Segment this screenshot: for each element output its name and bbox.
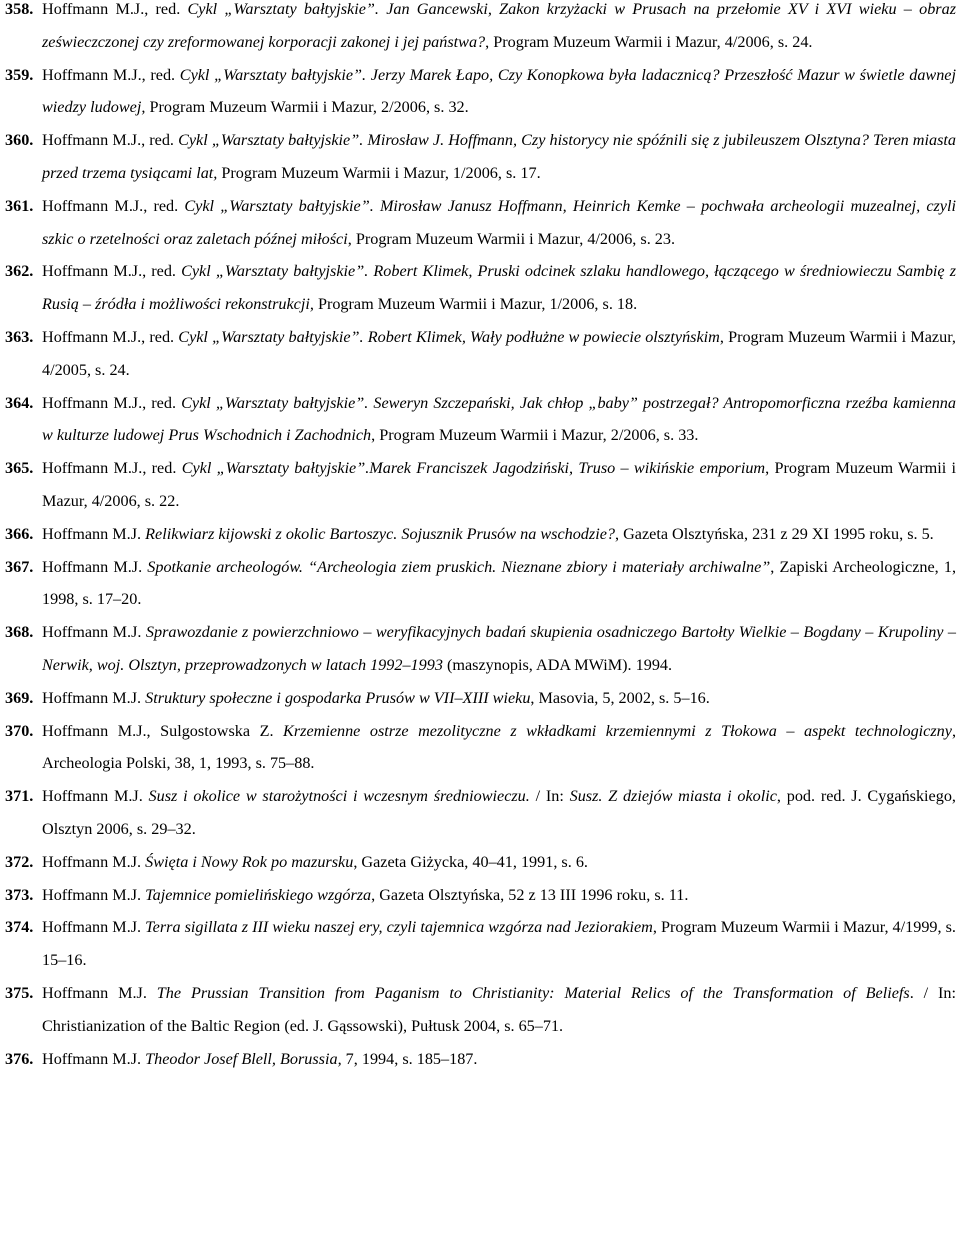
entry-number: 360. [5, 131, 34, 150]
entry-plain-text: , pod. red. J. Cygańskiego, Olsztyn 2006, s. 29–32. [42, 787, 956, 838]
entry-text [42, 452, 956, 518]
entry-text [42, 321, 956, 387]
bibliography-entry [5, 59, 956, 125]
entry-number: 373. [5, 885, 34, 904]
entry-number: 367. [5, 557, 34, 576]
entry-italic-title: Cykl „Warsztaty bałtyjskie”. Jerzy Marek Łapo, Czy Konopkowa była ladacznicą? Przeszłość Mazur w świetle dawnej wiedzy ludowej, [42, 65, 956, 117]
entry-italic-title: Struktury społeczne i gospodarka Prusów w VII–XIII wieku [145, 688, 531, 707]
bibliography-entry [5, 387, 956, 453]
entry-text [42, 0, 956, 59]
entry-text [42, 190, 956, 256]
entry-italic-title: Relikwiarz kijowski z okolic Bartoszyc. Sojusznik Prusów na wschodzie? [145, 524, 615, 543]
entry-text [42, 911, 956, 977]
entry-text [42, 846, 956, 879]
entry-plain-text: , Program Muzeum Warmii i Mazur, 4/2005, s. 24. [42, 327, 956, 379]
entry-italic-title: Cykl „Warsztaty bałtyjskie”. Jan Gancewski, Zakon krzyżacki w Prusach na przełomie XV i XVI wieku – obraz ześwieczczonej czy zreformowanej korporacji zakonej i jej państwa? [42, 0, 956, 51]
entry-plain-text: , Program Muzeum Warmii i Mazur, 4/2006, s. 23. [347, 229, 676, 248]
entry-plain-text: Hoffmann M.J. [42, 918, 146, 937]
entry-plain-text: Hoffmann M.J. [42, 623, 146, 642]
entry-italic-title: The Prussian Transition from Paganism to Christianity: Material Relics of the Transformation of Beliefs [156, 983, 910, 1002]
bibliography-entry [5, 616, 956, 682]
entry-text [42, 551, 956, 617]
entry-plain-text: , Zapiski Archeologiczne, 1, 1998, s. 17–20. [42, 557, 956, 609]
entry-plain-text: Hoffmann M.J. [42, 1049, 146, 1068]
bibliography-entry [5, 715, 956, 781]
entry-text [42, 1043, 956, 1076]
entry-number: 368. [5, 623, 34, 642]
entry-number: 365. [5, 459, 34, 478]
entry-plain-text: , Program Muzeum Warmii i Mazur, 4/2006, s. 22. [42, 459, 956, 510]
bibliography-entry [5, 911, 956, 977]
entry-number: 362. [5, 262, 34, 281]
entry-plain-text: Hoffmann M.J. [42, 557, 148, 576]
entry-plain-text: Hoffmann M.J., red. [42, 262, 182, 281]
entry-number: 361. [5, 196, 34, 215]
entry-number: 372. [5, 852, 34, 871]
entry-plain-text: Hoffmann M.J. [42, 787, 149, 806]
bibliography-entry [5, 780, 956, 846]
entry-text [42, 879, 956, 912]
entry-plain-text: (maszynopis, ADA MWiM). 1994. [442, 655, 673, 674]
entry-italic-title: Sprawozdanie z powierzchniowo – weryfikacyjnych badań skupienia osadniczego Bartołty Wielkie – Bogdany – Krupoliny – Nerwik, woj. Olsztyn, przeprowadzonych w latach 1992–1993 [42, 623, 956, 674]
entry-plain-text: , Gazeta Olsztyńska, 231 z 29 XI 1995 roku, s. 5. [614, 524, 934, 543]
entry-plain-text: Hoffmann M.J. [42, 524, 146, 543]
entry-plain-text: Program Muzeum Warmii i Mazur, 1/2006, s. 18. [313, 295, 638, 314]
entry-italic-title: Cykl „Warsztaty bałtyjskie”. Mirosław Janusz Hoffmann, Heinrich Kemke – pochwała archeologii muzealnej, czyli szkic o rzetelności oraz zaletach późnej miłości [42, 196, 956, 248]
bibliography-entry [5, 551, 956, 617]
entry-number: 374. [5, 918, 34, 937]
bibliography-entry [5, 0, 956, 59]
entry-text [42, 977, 956, 1043]
entry-text [42, 387, 956, 453]
entry-plain-text: , Masovia, 5, 2002, s. 5–16. [530, 688, 710, 707]
entry-plain-text: Hoffmann M.J. [42, 885, 146, 904]
entry-italic-title: Cykl „Warsztaty bałtyjskie”. Seweryn Szczepański, Jak chłop „baby” postrzegał? Antropomorficzna rzeźba kamienna w kulturze ludowej Prus Wschodnich i Zachodnich [42, 393, 956, 445]
entry-text [42, 124, 956, 190]
entry-italic-title: Krzemienne ostrze mezolityczne z wkładkami krzemiennymi z Tłokowa – aspekt technologiczny [283, 721, 952, 740]
entry-number: 364. [5, 393, 34, 412]
entry-italic-title: Cykl „Warsztaty bałtyjskie”.Marek Franciszek Jagodziński, Truso – wikińskie emporium [181, 459, 766, 478]
entry-plain-text: 7, 1994, s. 185–187. [341, 1049, 478, 1068]
entry-plain-text: Hoffmann M.J., red. [42, 196, 185, 215]
entry-plain-text: Hoffmann M.J. [42, 983, 157, 1002]
bibliography-entry [5, 1043, 956, 1076]
entry-italic-title: Cykl „Warsztaty bałtyjskie”. Robert Klimek, Pruski odcinek szlaku handlowego, łączącego w średniowieczu Sambię z Rusią – źródła i możliwości rekonstrukcji, [42, 262, 956, 314]
entry-plain-text: Hoffmann M.J., red. [42, 0, 188, 18]
entry-plain-text: , Gazeta Olsztyńska, 52 z 13 III 1996 roku, s. 11. [371, 885, 689, 904]
entry-text [42, 616, 956, 682]
entry-number: 370. [5, 721, 34, 740]
entry-number: 376. [5, 1049, 34, 1068]
entry-italic-title: Terra sigillata z III wieku naszej ery, czyli tajemnica wzgórza nad Jeziorakiem [145, 918, 653, 937]
entry-italic-title: Tajemnice pomielińskiego wzgórza [145, 885, 372, 904]
bibliography-entry [5, 518, 956, 551]
entry-plain-text: Program Muzeum Warmii i Mazur, 1/2006, s. 17. [217, 163, 541, 182]
entry-plain-text: Hoffmann M.J., Sulgostowska Z. [42, 721, 284, 740]
bibliography-entry [5, 682, 956, 715]
entry-italic-title: Święta i Nowy Rok po mazursku [145, 852, 354, 871]
entry-plain-text: . / In: Christianization of the Baltic Region (ed. J. Gąssowski), Pułtusk 2004, s. 65–71. [42, 983, 956, 1035]
entry-plain-text: , Archeologia Polski, 38, 1, 1993, s. 75–88. [42, 721, 956, 773]
entry-number: 363. [5, 327, 34, 346]
entry-plain-text: Hoffmann M.J., red. [42, 65, 180, 84]
entry-text [42, 682, 956, 715]
entry-plain-text: Hoffmann M.J. [42, 852, 146, 871]
bibliography-entry [5, 255, 956, 321]
entry-plain-text: / In: [529, 787, 570, 806]
entry-text [42, 715, 956, 781]
bibliography-entry [5, 879, 956, 912]
entry-plain-text: Hoffmann M.J., red. [42, 393, 182, 412]
bibliography-entry [5, 190, 956, 256]
entry-italic-title: Cykl „Warsztaty bałtyjskie”. Mirosław J. Hoffmann, Czy historycy nie spóźnili się z jubileuszem Olsztyna? Teren miasta przed trzema tysiącami lat, [42, 131, 956, 182]
entry-text [42, 780, 956, 846]
entry-italic-title: Susz. Z dziejów miasta i okolic [569, 787, 777, 806]
entry-text [42, 518, 956, 551]
entry-plain-text: Hoffmann M.J., red. [42, 131, 179, 150]
entry-italic-title: Susz i okolice w starożytności i wczesnym średniowieczu. [148, 787, 530, 806]
bibliography-entry [5, 452, 956, 518]
entry-plain-text: Hoffmann M.J. [42, 688, 146, 707]
entry-plain-text: Hoffmann M.J., red. [42, 327, 179, 346]
bibliography-entry [5, 321, 956, 387]
entry-plain-text: , Program Muzeum Warmii i Mazur, 2/2006, s. 33. [371, 426, 699, 445]
bibliography-entry [5, 124, 956, 190]
entry-plain-text: , Program Muzeum Warmii i Mazur, 4/1999, s. 15–16. [42, 918, 956, 970]
entry-italic-title: Cykl „Warsztaty bałtyjskie”. Robert Klimek, Wały podłużne w powiecie olsztyńskim [178, 327, 720, 346]
entry-plain-text: Program Muzeum Warmii i Mazur, 2/2006, s. 32. [145, 98, 469, 117]
bibliography-entry [5, 846, 956, 879]
entry-text [42, 59, 956, 125]
entry-number: 366. [5, 524, 34, 543]
bibliography-entry [5, 977, 956, 1043]
entry-number: 371. [5, 787, 34, 806]
entry-italic-title: Theodor Josef Blell, Borussia, [145, 1049, 342, 1068]
bibliography-list [5, 0, 956, 1075]
entry-number: 358. [5, 0, 34, 18]
entry-plain-text: , Gazeta Giżycka, 40–41, 1991, s. 6. [353, 852, 588, 871]
entry-text [42, 255, 956, 321]
entry-italic-title: Spotkanie archeologów. “Archeologia ziem pruskich. Nieznane zbiory i materiały archiwalne” [147, 557, 771, 576]
entry-number: 375. [5, 983, 34, 1002]
entry-plain-text: Hoffmann M.J., red. [42, 459, 182, 478]
entry-plain-text: , Program Muzeum Warmii i Mazur, 4/2006, s. 24. [485, 32, 813, 51]
entry-number: 369. [5, 688, 34, 707]
entry-number: 359. [5, 65, 34, 84]
